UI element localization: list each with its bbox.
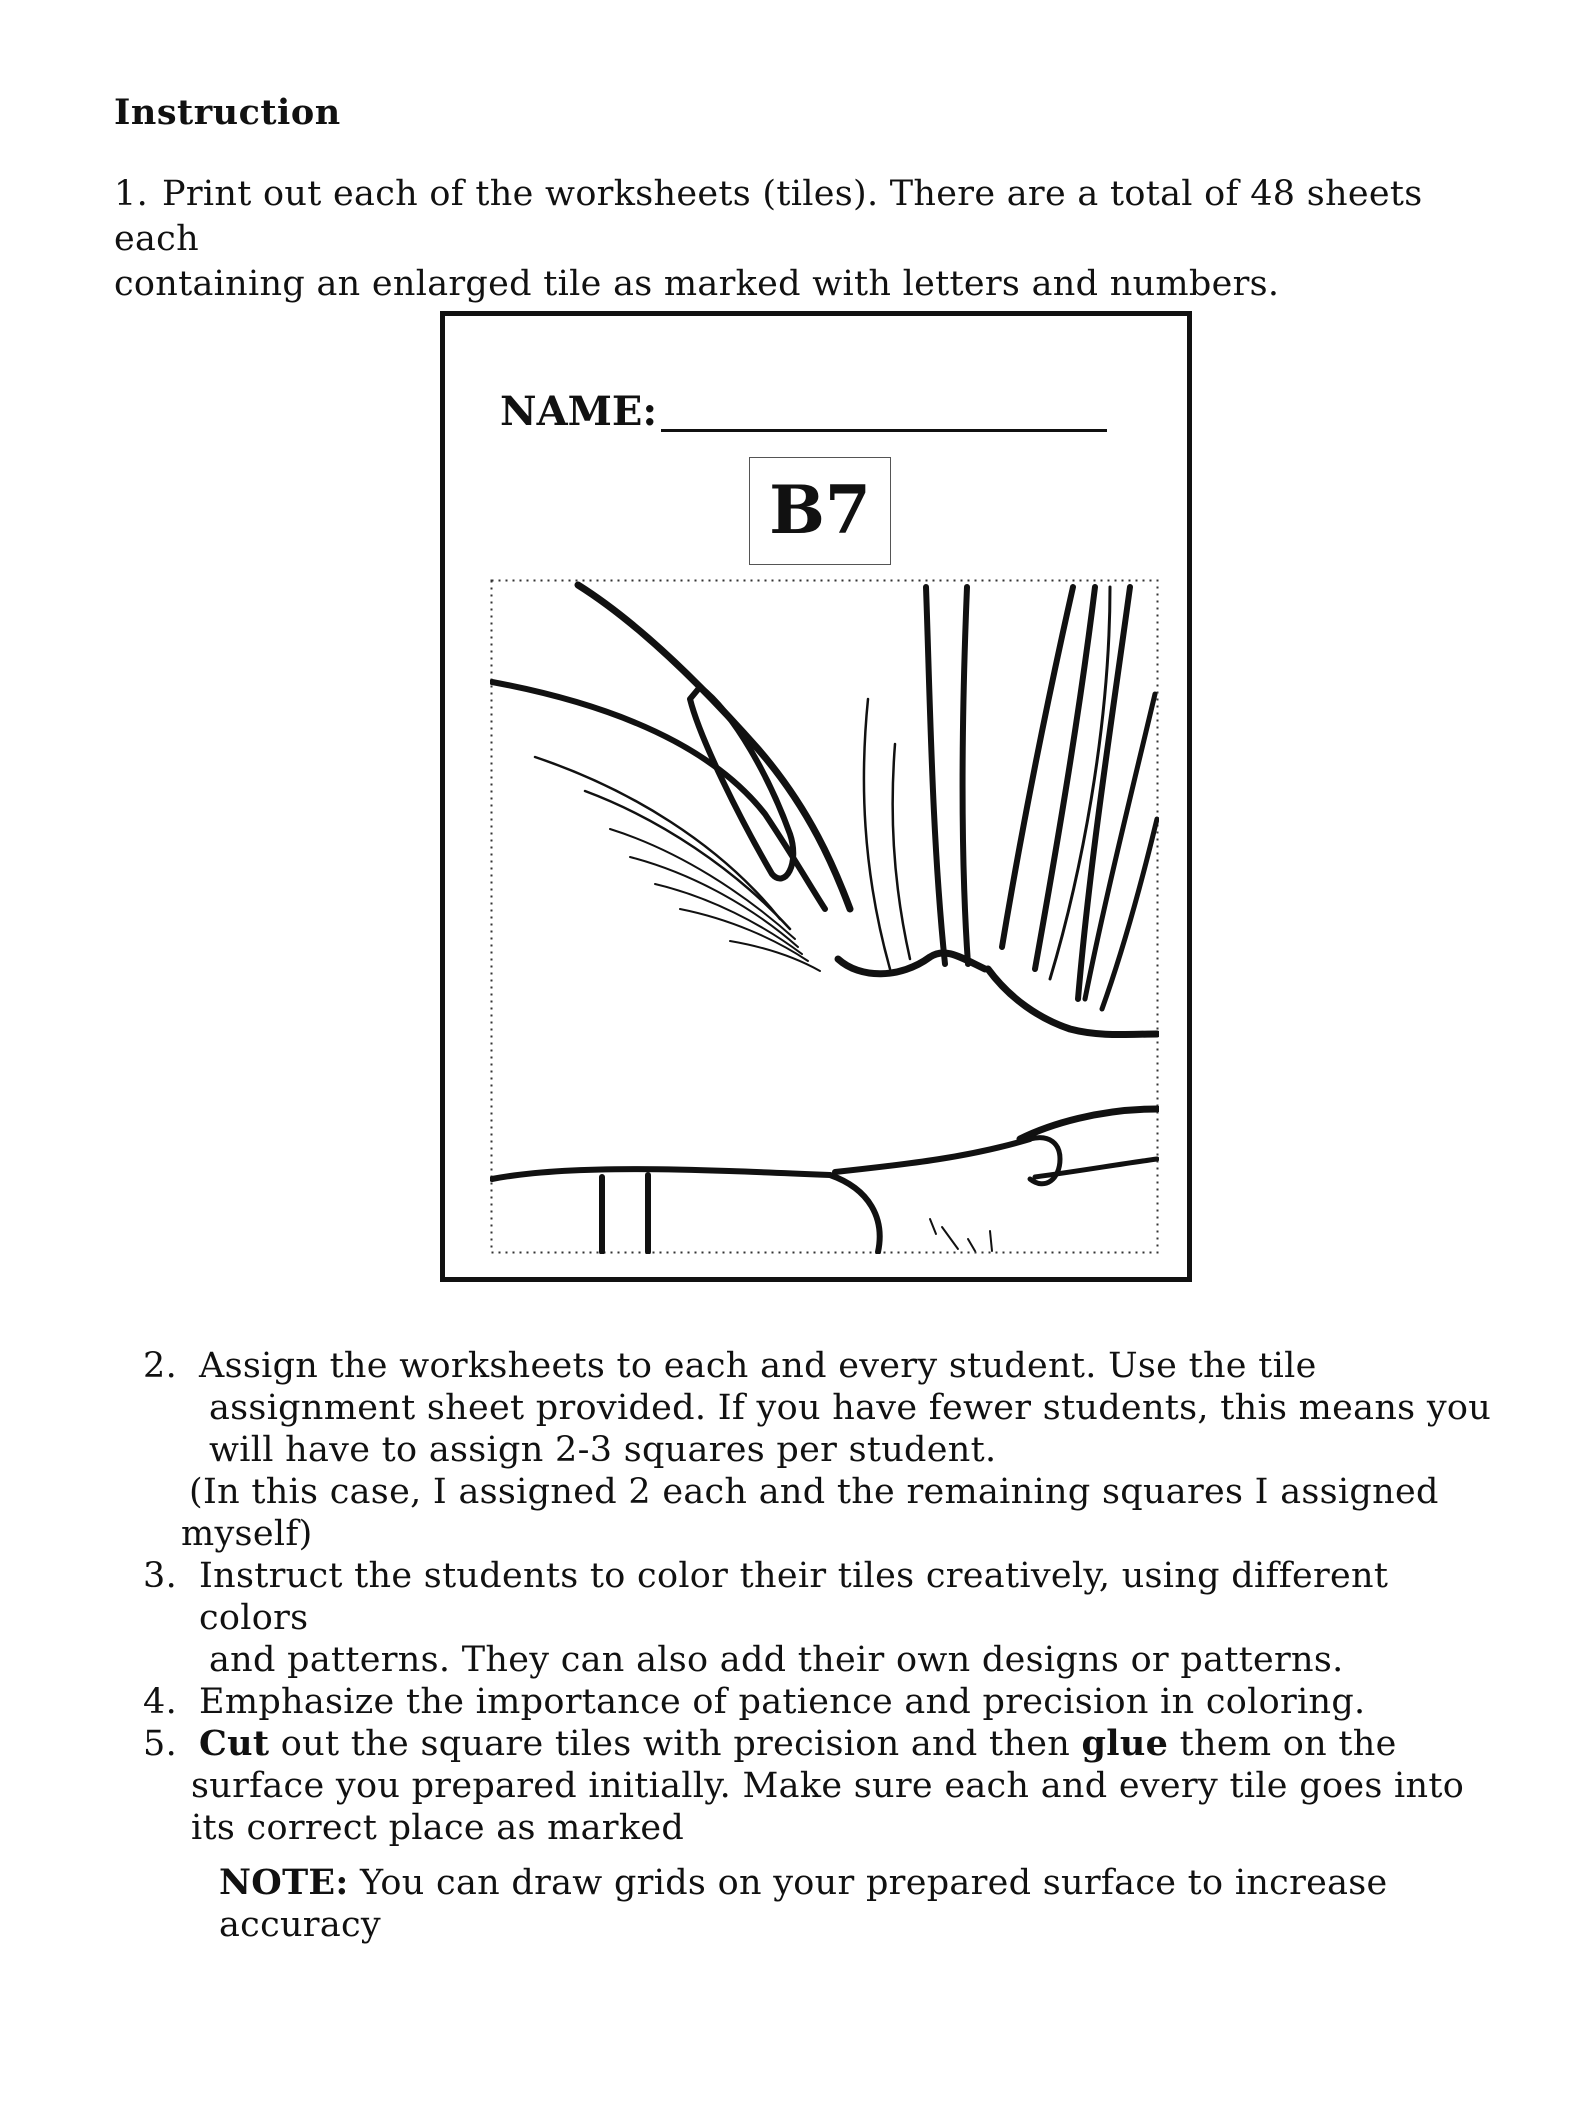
step-2-line3: will have to assign 2-3 squares per student.	[209, 1430, 997, 1470]
step-5-line3: its correct place as marked	[191, 1808, 685, 1848]
step-1-number: 1.	[114, 174, 148, 214]
step-5-part2: them on the	[1168, 1724, 1397, 1764]
step-1-text-line1: Print out each of the worksheets (tiles). There are a total of 48 sheets each	[114, 174, 1423, 259]
step-5-line2: surface you prepared initially. Make sure each and every tile goes into	[191, 1766, 1465, 1806]
step-2-line1: Assign the worksheets to each and every student. Use the tile	[199, 1346, 1317, 1386]
step-2-number: 2.	[143, 1346, 177, 1386]
step-4	[143, 1681, 1503, 1723]
tile-line-art	[490, 579, 1159, 1254]
step-2-line2: assignment sheet provided. If you have fewer students, this means you	[209, 1388, 1492, 1428]
step-4-number: 4.	[143, 1682, 177, 1722]
step-2-note	[143, 1471, 1503, 1555]
step-3-number: 3.	[143, 1556, 177, 1596]
name-label: NAME:	[500, 388, 658, 435]
step-5-number: 5.	[143, 1724, 177, 1764]
step-5-glue-word: glue	[1081, 1723, 1169, 1764]
instruction-steps	[143, 1345, 1503, 1849]
note-text-line2: accuracy	[219, 1905, 381, 1945]
sample-worksheet	[440, 311, 1192, 1282]
step-1	[114, 172, 1494, 307]
name-line	[661, 429, 1107, 432]
step-5-line1	[199, 1723, 1503, 1765]
step-4-line1: Emphasize the importance of patience and precision in coloring.	[199, 1682, 1366, 1722]
note-text-line1: You can draw grids on your prepared surface to increase	[348, 1863, 1388, 1903]
step-2	[143, 1345, 1503, 1555]
step-2-note-line1: (In this case, I assigned 2 each and the remaining squares I assigned	[189, 1472, 1439, 1512]
step-3-line2: and patterns. They can also add their own designs or patterns.	[209, 1640, 1344, 1680]
note-label: NOTE:	[219, 1862, 349, 1903]
step-5	[143, 1723, 1503, 1849]
step-1-text-line2: containing an enlarged tile as marked with letters and numbers.	[114, 264, 1280, 304]
step-3	[143, 1555, 1503, 1681]
step-5-part1: out the square tiles with precision and then	[269, 1724, 1082, 1764]
step-5-cut-word: Cut	[199, 1723, 270, 1764]
instruction-heading: Instruction	[114, 92, 341, 133]
step-2-note-line2: myself)	[181, 1514, 313, 1554]
note-block	[219, 1862, 1419, 1946]
tile-code-box: B7	[749, 457, 891, 565]
step-3-line1: Instruct the students to color their tiles creatively, using different colors	[199, 1556, 1389, 1638]
